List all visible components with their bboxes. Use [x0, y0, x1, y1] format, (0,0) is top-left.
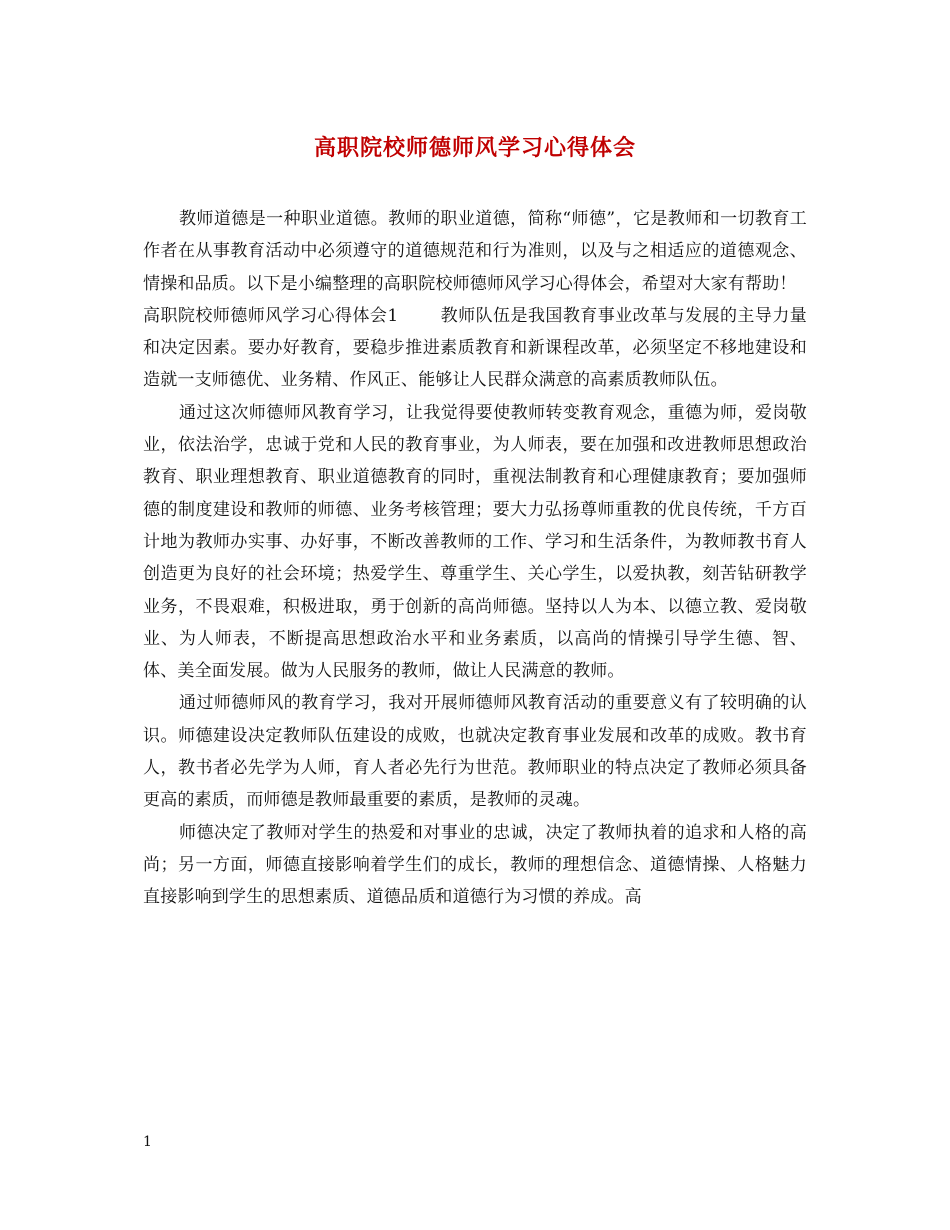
section-1-text: 教师队伍是我国教育事业改革与发展的主导力量和决定因素。要办好教育，要稳步推进素质教育和新课程改革，必须坚定不移地建设和造就一支师德优、业务精、作风正、能够让人民群众满意的高素质教师队伍。: [143, 305, 807, 391]
document-body: [143, 203, 807, 914]
page-number: 1: [143, 1134, 152, 1150]
intro-paragraph: 教师道德是一种职业道德。教师的职业道德，简称“师德”，它是教师和一切教育工作者在从事教育活动中必须遵守的道德规范和行为准则，以及与之相适应的道德观念、情操和品质。以下是小编整理的高职院校师德师风学习心得体会，希望对大家有帮助！: [143, 209, 807, 294]
body-paragraph-4: 师德决定了教师对学生的热爱和对事业的忠诚，决定了教师执着的追求和人格的高尚；另一方面，师德直接影响着学生们的成长，教师的理想信念、道德情操、人格魅力直接影响到学生的思想素质、道德品质和道德行为习惯的养成。高: [143, 822, 807, 908]
document-title: 高职院校师德师风学习心得体会: [313, 135, 636, 161]
section-1-paragraph: [143, 300, 807, 397]
body-paragraph-2: 通过这次师德师风教育学习，让我觉得要使教师转变教育观念，重德为师，爱岗敬业，依法治学，忠诚于党和人民的教育事业，为人师表，要在加强和改进教师思想政治教育、职业理想教育、职业道德教育的同时，重视法制教育和心理健康教育；要加强师德的制度建设和教师的师德、业务考核管理；要大力弘扬尊师重教的优良传统，千方百计地为教师办实事、办好事，不断改善教师的工作、学习和生活条件，为教师教书育人创造更为良好的社会环境；热爱学生、尊重学生、关心学生，以爱执教，刻苦钻研教学业务，不畏艰难，积极进取，勇于创新的高尚师德。坚持以人为本、以德立教、爱岗敬业、为人师表，不断提高思想政治水平和业务素质，以高尚的情操引导学生德、智、体、美全面发展。做为人民服务的教师，做让人民满意的教师。: [143, 402, 807, 682]
body-paragraph-3: 通过师德师风的教育学习，我对开展师德师风教育活动的重要意义有了较明确的认识。师德建设决定教师队伍建设的成败，也就决定教育事业发展和改革的成败。教书育人，教书者必先学为人师，育人者必先行为世范。教师职业的特点决定了教师必须具备更高的素质，而师德是教师最重要的素质，是教师的灵魂。: [143, 693, 807, 811]
section-heading: 高职院校师德师风学习心得体会1: [143, 305, 399, 326]
